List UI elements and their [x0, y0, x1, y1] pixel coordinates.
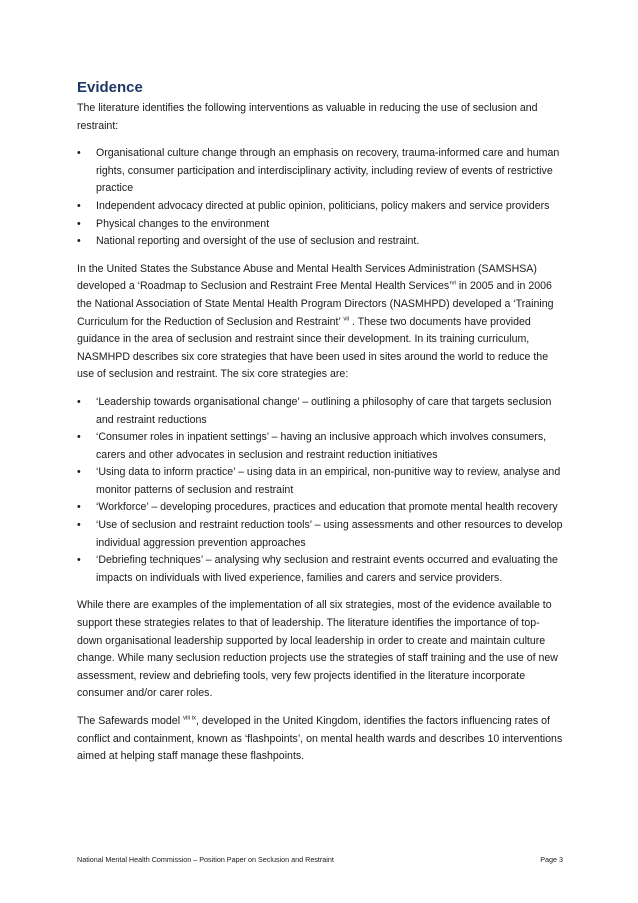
list-item: • ‘Consumer roles in inpatient settings’ – having an inclusive approach which involves consumers, carers and other advocates in seclusion and restraint reduction initiatives — [77, 431, 547, 461]
list-item: • ‘Workforce’ – developing procedures, practices and education that promote mental health recovery — [77, 499, 563, 517]
bullet-icon: • — [77, 395, 81, 408]
bullet-icon: • — [77, 519, 81, 532]
samhsa-paragraph: In the United States the Substance Abuse and Mental Health Services Administration (SAMSHSA) developed a ‘Roadmap to Seclusion and Restraint Free Mental Health Services’$^{vi}$ in 2005 and in 2006 the National Association of State Mental Health Program Directors (NASMHPD) developed a ‘Training Curriculum for the Reduction of Seclusion and Restraint’ $^{vii}$ . These two documents have provided guidance in the area of seclusion and restraint since their development. In its training curriculum, NASMHPD describes six core strategies that have been used in sites around the world to reduce the use of seclusion and restraint. The six core strategies are: — [77, 262, 554, 381]
leadership-paragraph: While there are examples of the implementation of all six strategies, most of the evidence available to support these strategies relates to that of leadership. The literature identifies the importance of top-down organisational leadership supported by local leadership in order to create and maintain culture change. While many seclusion reduction projects use the strategies of staff training and the use of new assessment, review and debriefing tools, very few projects identified in the literature incorporate consumer and/or carer roles. — [77, 599, 558, 700]
list-item: • ‘Debriefing techniques’ – analysing why seclusion and restraint events occurred and evaluating the impacts on individuals with lived experience, families and carers and service providers. — [77, 554, 558, 584]
bullet-icon: • — [77, 147, 81, 160]
list-item: • National reporting and oversight of the use of seclusion and restraint. — [77, 233, 563, 251]
list-item: • ‘Using data to inform practice’ – using data in an empirical, non-punitive way to review, analyse and monitor patterns of seclusion and restraint — [77, 466, 561, 496]
list-item: • Organisational culture change through an emphasis on recovery, trauma-informed care and human rights, consumer participation and interdisciplinary activity, including review of events of restrictive practice — [77, 147, 560, 195]
bullet-icon: • — [77, 199, 81, 212]
page-footer — [77, 855, 563, 865]
strategies-list — [77, 394, 563, 588]
bullet-icon: • — [77, 554, 81, 567]
page-number: Page 3 — [540, 855, 563, 864]
list-item: • ‘Use of seclusion and restraint reduction tools’ – using assessments and other resources to develop individual aggression prevention approaches — [77, 519, 563, 549]
list-item: • Physical changes to the environment — [77, 216, 563, 234]
endnote-ref: vii — [343, 316, 350, 322]
list-item: • Independent advocacy directed at public opinion, politicians, policy makers and service providers — [77, 198, 563, 216]
bullet-icon: • — [77, 217, 81, 230]
section-heading: Evidence — [77, 79, 143, 96]
footer-title: National Mental Health Commission – Position Paper on Seclusion and Restraint — [77, 855, 334, 864]
list-item: • ‘Leadership towards organisational change’ – outlining a philosophy of care that targets seclusion and restraint reductions — [77, 395, 552, 426]
interventions-list — [77, 145, 563, 251]
bullet-icon: • — [77, 501, 81, 514]
bullet-icon: • — [77, 431, 81, 444]
safewards-paragraph: The Safewards model $^{viii ix}$, developed in the United Kingdom, identifies the factors influencing rates of conflict and containment, known as ‘flashpoints’, on mental health wards and describes 10 interventions aimed at helping staff manage these flashpoints. — [77, 715, 563, 763]
bullet-icon: • — [77, 235, 81, 248]
document-body — [77, 78, 563, 776]
bullet-icon: • — [77, 466, 81, 479]
intro-paragraph: The literature identifies the following interventions as valuable in reducing the use of seclusion and restraint: — [77, 102, 538, 132]
endnote-ref: vi — [451, 280, 456, 287]
endnote-ref: viii ix — [183, 715, 196, 722]
